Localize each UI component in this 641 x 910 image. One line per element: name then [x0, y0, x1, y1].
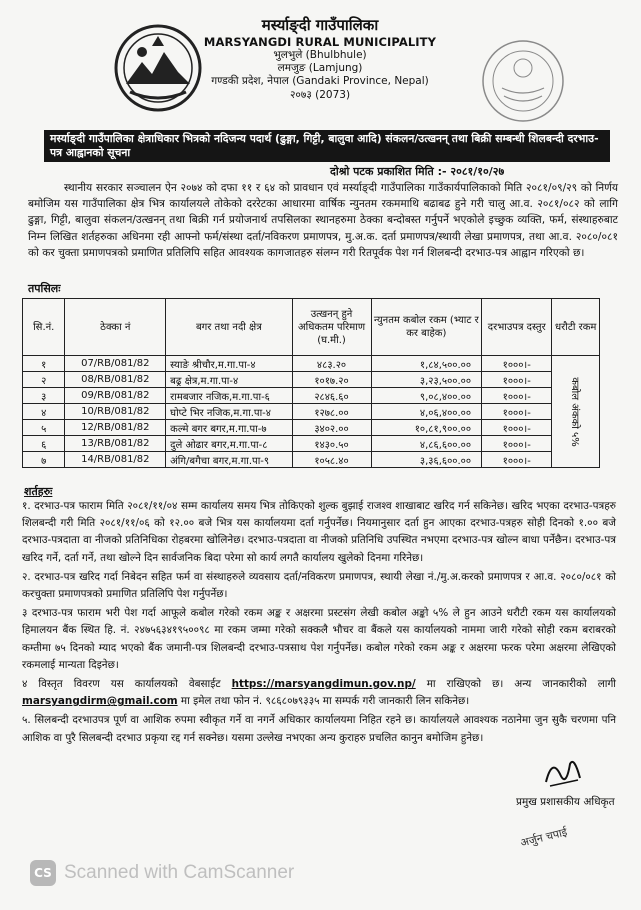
cell-quantity: २८४६.६० — [292, 388, 371, 404]
terms-list — [22, 498, 616, 749]
term-4-text-post: मा इमेल तथा फोन नं. ९८६८०७९३३५ मा सम्पर्क गरी जानकारी लिन सकिनेछ। — [180, 695, 470, 708]
cell-fee: १०००।- — [482, 372, 552, 388]
cell-sn: ४ — [23, 404, 65, 420]
cell-site: बढ्र क्षेत्र,म.गा.पा-४ — [166, 372, 292, 388]
municipality-name-en: MARSYANGDI RURAL MUNICIPALITY — [203, 34, 437, 49]
table-row — [23, 436, 600, 452]
camscanner-text: Scanned with CamScanner — [64, 862, 295, 883]
table-row — [23, 420, 600, 436]
cell-fee: १०००।- — [482, 436, 552, 452]
camscanner-logo-icon: CS — [30, 860, 56, 886]
notice-banner: मर्स्याङ्दी गाउँपालिका क्षेत्राधिकार भित्रको नदिजन्य पदार्थ (ढुङ्गा, गिट्टी, बालुवा आदि) संकलन/उत्खनन् तथा बिक्री सम्बन्धी शिलबन्दी दरभाउ-पत्र आह्वानको सूचना — [44, 130, 610, 162]
office-seal-icon — [480, 38, 566, 124]
table-row — [23, 388, 600, 404]
cell-sn: २ — [23, 372, 65, 388]
cell-min-bid: १,८४,५००.०० — [371, 356, 482, 372]
cell-fee: १०००।- — [482, 420, 552, 436]
term-5: ५. सिलबन्दी दरभाउपत्र पूर्ण वा आशिक रुपमा स्वीकृत गर्ने वा नगर्ने अधिकार कार्यालयमा निहित रहने छ। कार्यालयले आवश्यक नठानेमा जुन सुकै चरणमा पनि आशिक वा पुरै सिलबन्दी दरभाउ प्रकृया रद्द गर्न सक्नेछ। यसमा उल्लेख नभएका अन्य कुराहरु प्रचलित कानुन बमोजिम हुनेछ। — [22, 714, 616, 744]
cell-deposit — [552, 356, 600, 468]
cell-contract: 10/RB/081/82 — [65, 404, 166, 420]
cell-contract: 07/RB/081/82 — [65, 356, 166, 372]
email-link[interactable]: marsyangdirm@gmail.com — [22, 695, 178, 708]
table-row — [23, 404, 600, 420]
cell-sn: ५ — [23, 420, 65, 436]
camscanner-watermark — [30, 860, 294, 886]
cell-min-bid: ३,२३,५००.०० — [371, 372, 482, 388]
cell-site: कल्मे बगर बगर,म.गा.पा-७ — [166, 420, 292, 436]
cell-sn: १ — [23, 356, 65, 372]
cell-min-bid: ४,८६,६००.०० — [371, 436, 482, 452]
col-header-contract: ठेक्का नं — [65, 299, 166, 356]
details-label: तपसिलः — [28, 282, 61, 295]
term-1: १. दरभाउ-पत्र फाराम मिति २०८१/११/०४ सम्म कार्यालय समय भित्र तोकिएको शुल्क बुझाई राजश्व शाखाबाट खरिद गर्न सकिनेछ। खरिद भएका दरभाउ-पत्रहरु शिलबन्दी गरी मिति २०८१/११/०६ को १२.०० बजे भित्र यस कार्यालयमा दर्ता गर्नुपर्नेछ। नियमानुसार दर्ता हुन आएका दरभाउ-पत्रहरु सोही दिनको १.०० बजे दरभाउ-पत्रदाता वा नीजको प्रतिनिधिका रोहबरमा खोलिनेछ। दरभाउ-पत्रदाता वा नीजको प्रतिनिधि उपस्थित नभएमा दरभाउ-पत्र खोल्न बाधा पर्नेछैन। दरभाउ-पत्र खरिद गर्ने, दर्ता गर्ने, तथा खोल्ने दिन सार्वजनिक बिदा परेमा सो कार्य लगतै कार्यालय खुलेको दिनमा गरिनेछ। — [22, 500, 616, 564]
cell-fee: १०००।- — [482, 388, 552, 404]
col-header-deposit: धरौटी रकम — [552, 299, 600, 356]
handwritten-signature-icon — [540, 752, 586, 792]
municipality-name-np: मर्स्याङ्दी गाउँपालिका — [261, 16, 379, 34]
signatory-stamp: अर्जुन चपाई — [519, 825, 569, 850]
cell-contract: 08/RB/081/82 — [65, 372, 166, 388]
col-header-fee: दरभाउपत्र दस्तुर — [482, 299, 552, 356]
col-header-min-bid: न्युनतम कबोल रकम (भ्याट र कर बाहेक) — [371, 299, 482, 356]
table-row — [23, 356, 600, 372]
col-header-sn: सि.नं. — [23, 299, 65, 356]
cell-quantity: १२७८.०० — [292, 404, 371, 420]
table-row — [23, 452, 600, 468]
cell-sn: ३ — [23, 388, 65, 404]
cell-quantity: ४८३.२० — [292, 356, 371, 372]
cell-site: स्याङे श्रीचौर,म.गा.पा-४ — [166, 356, 292, 372]
term-2: २. दरभाउ-पत्र खरिद गर्दा निबेदन सहित फर्म वा संस्थाहरुले व्यवसाय दर्ता/नविकरण प्रमाणपत्र, स्थायी लेखा नं./मु.अ.करको प्रमाणपत्र र आ.व. २०८०/०८१ को करचुक्ता प्रमाणपत्रको प्रमाणित प्रतिलिपि पेश गर्नुपर्नेछ। — [22, 570, 616, 601]
contract-table — [22, 298, 600, 468]
cell-min-bid: ४,०६,४००.०० — [371, 404, 482, 420]
cell-site: दुले ओढार बगर,म.गा.पा-८ — [166, 436, 292, 452]
cell-min-bid: १०,८१,९००.०० — [371, 420, 482, 436]
location-line-3: गण्डकी प्रदेश, नेपाल (Gandaki Province, Nepal) — [211, 75, 429, 88]
cell-quantity: १०१७.२० — [292, 372, 371, 388]
letterhead — [180, 16, 460, 102]
deposit-note: कबोल अंकको ५% — [568, 376, 580, 447]
website-link[interactable]: https://marsyangdimun.gov.np/ — [231, 678, 416, 691]
term-4 — [22, 676, 616, 710]
signatory-title: प्रमुख प्रशासकीय अधिकृत — [516, 796, 615, 808]
location-line-1: भुलभुले (Bhulbhule) — [273, 49, 367, 62]
table-row — [23, 372, 600, 388]
cell-site: अंगि/बगैचा बगर,म.गा.पा-९ — [166, 452, 292, 468]
cell-min-bid: ३,३६,६००.०० — [371, 452, 482, 468]
cell-site: घोप्टे भिर नजिक,म.गा.पा-४ — [166, 404, 292, 420]
cell-contract: 12/RB/081/82 — [65, 420, 166, 436]
cell-contract: 14/RB/081/82 — [65, 452, 166, 468]
term-4-text-pre: ४ विस्तृत विवरण यस कार्यालयको वेबसाईट — [22, 678, 221, 691]
cell-contract: 13/RB/081/82 — [65, 436, 166, 452]
cell-contract: 09/RB/081/82 — [65, 388, 166, 404]
term-3: ३ दरभाउ-पत्र फाराम भरी पेश गर्दा आफूले कबोल गरेको रकम अङ्क र अक्षरमा प्रस्टसंग लेखी कबोल अङ्को ५% ले हुन आउने धरौटी रकम यस कार्यालयको हिमालयन बैंक स्थित हि. नं. २४७५६३४१९५००९८ मा रकम जम्मा गरेको सक्कलै भौचर वा बैंकले यस कार्यालयको नाममा जारी गरेको सोही रकम बराबरको कम्तीमा ७५ दिनको म्याद भएको बैंक जमानी-पत्र शिलबन्दी दरभाउ-पत्रसाथ पेश गर्नुपर्नेछ। कबोल गरेको रकम अङ्क र अक्षरमा फरक परेमा अक्षरमा लेखिएको रकमलाई मान्यता दिइनेछ। — [22, 607, 616, 671]
terms-heading: शर्तहरुः — [24, 485, 53, 498]
term-4-text-mid: मा राखिएको छ। अन्य जानकारीको लागी — [426, 678, 616, 691]
cell-site: रामबजार नजिक,म.गा.पा-६ — [166, 388, 292, 404]
cell-quantity: ३४०२.०० — [292, 420, 371, 436]
cell-sn: ६ — [23, 436, 65, 452]
cell-fee: १०००।- — [482, 404, 552, 420]
cell-fee: १०००।- — [482, 452, 552, 468]
location-line-2: लमजुङ (Lamjung) — [277, 62, 363, 75]
publication-date: दोश्रो पटक प्रकाशित मिति :- २०८१/१०/२७ — [330, 165, 505, 178]
cell-quantity: १०५८.४० — [292, 452, 371, 468]
notice-intro: स्थानीय सरकार सञ्चालन ऐन २०७४ को दफा ११ र ६४ को प्रावधान एवं मर्स्याङ्दी गाउँपालिका गाउँकार्यपालिकाको मिति २०८१/०९/२९ को निर्णय बमोजिम यस गाउँपालिका क्षेत्र भित्र कार्यालयले तोकेको दररेटका आधारमा वार्षिक न्युनतम रकममाथि बढाबढ हुने गरी चालु आ.व. २०८१/०८२ को लागि ढुङ्गा, गिट्टी, बालुवा संकलन/उत्खनन् तथा बिक्री गर्न प्रयोजनार्थ तपसिलका स्थानहरुमा ठेक्का बन्दोबस्त गर्नुपर्ने भएकोले इच्छुक व्यक्ति, फर्म, संस्थाहरुबाट निम्न लिखित शर्तहरुका अधिनमा रही आफ्नो फर्म/संस्था दर्ता/नविकरण प्रमाणपत्र, मु.अ.क. दर्ता प्रमाणपत्र/स्थायी लेखा प्रमाणपत्र, तथा आ.व. २०८०/०८१ को कर चुक्ता प्रमाणपत्रको प्रमाणित प्रतिलिपि सहित आवश्यक कागजातहरु संलग्न गरी रितपूर्वक पेश गर्न शिलबन्दी दरभाउ-पत्र आह्वान गरिएको छ। — [28, 182, 618, 259]
cell-quantity: १४३०.५० — [292, 436, 371, 452]
col-header-quantity: उत्खनन् हुने अधिकतम परिमाण (घ.मी.) — [292, 299, 371, 356]
table-header-row — [23, 299, 600, 356]
established-year: २०७३ (2073) — [289, 88, 351, 101]
cell-min-bid: ९,०८,४००.०० — [371, 388, 482, 404]
cell-sn: ७ — [23, 452, 65, 468]
col-header-site: बगर तथा नदी क्षेत्र — [166, 299, 292, 356]
cell-fee: १०००।- — [482, 356, 552, 372]
